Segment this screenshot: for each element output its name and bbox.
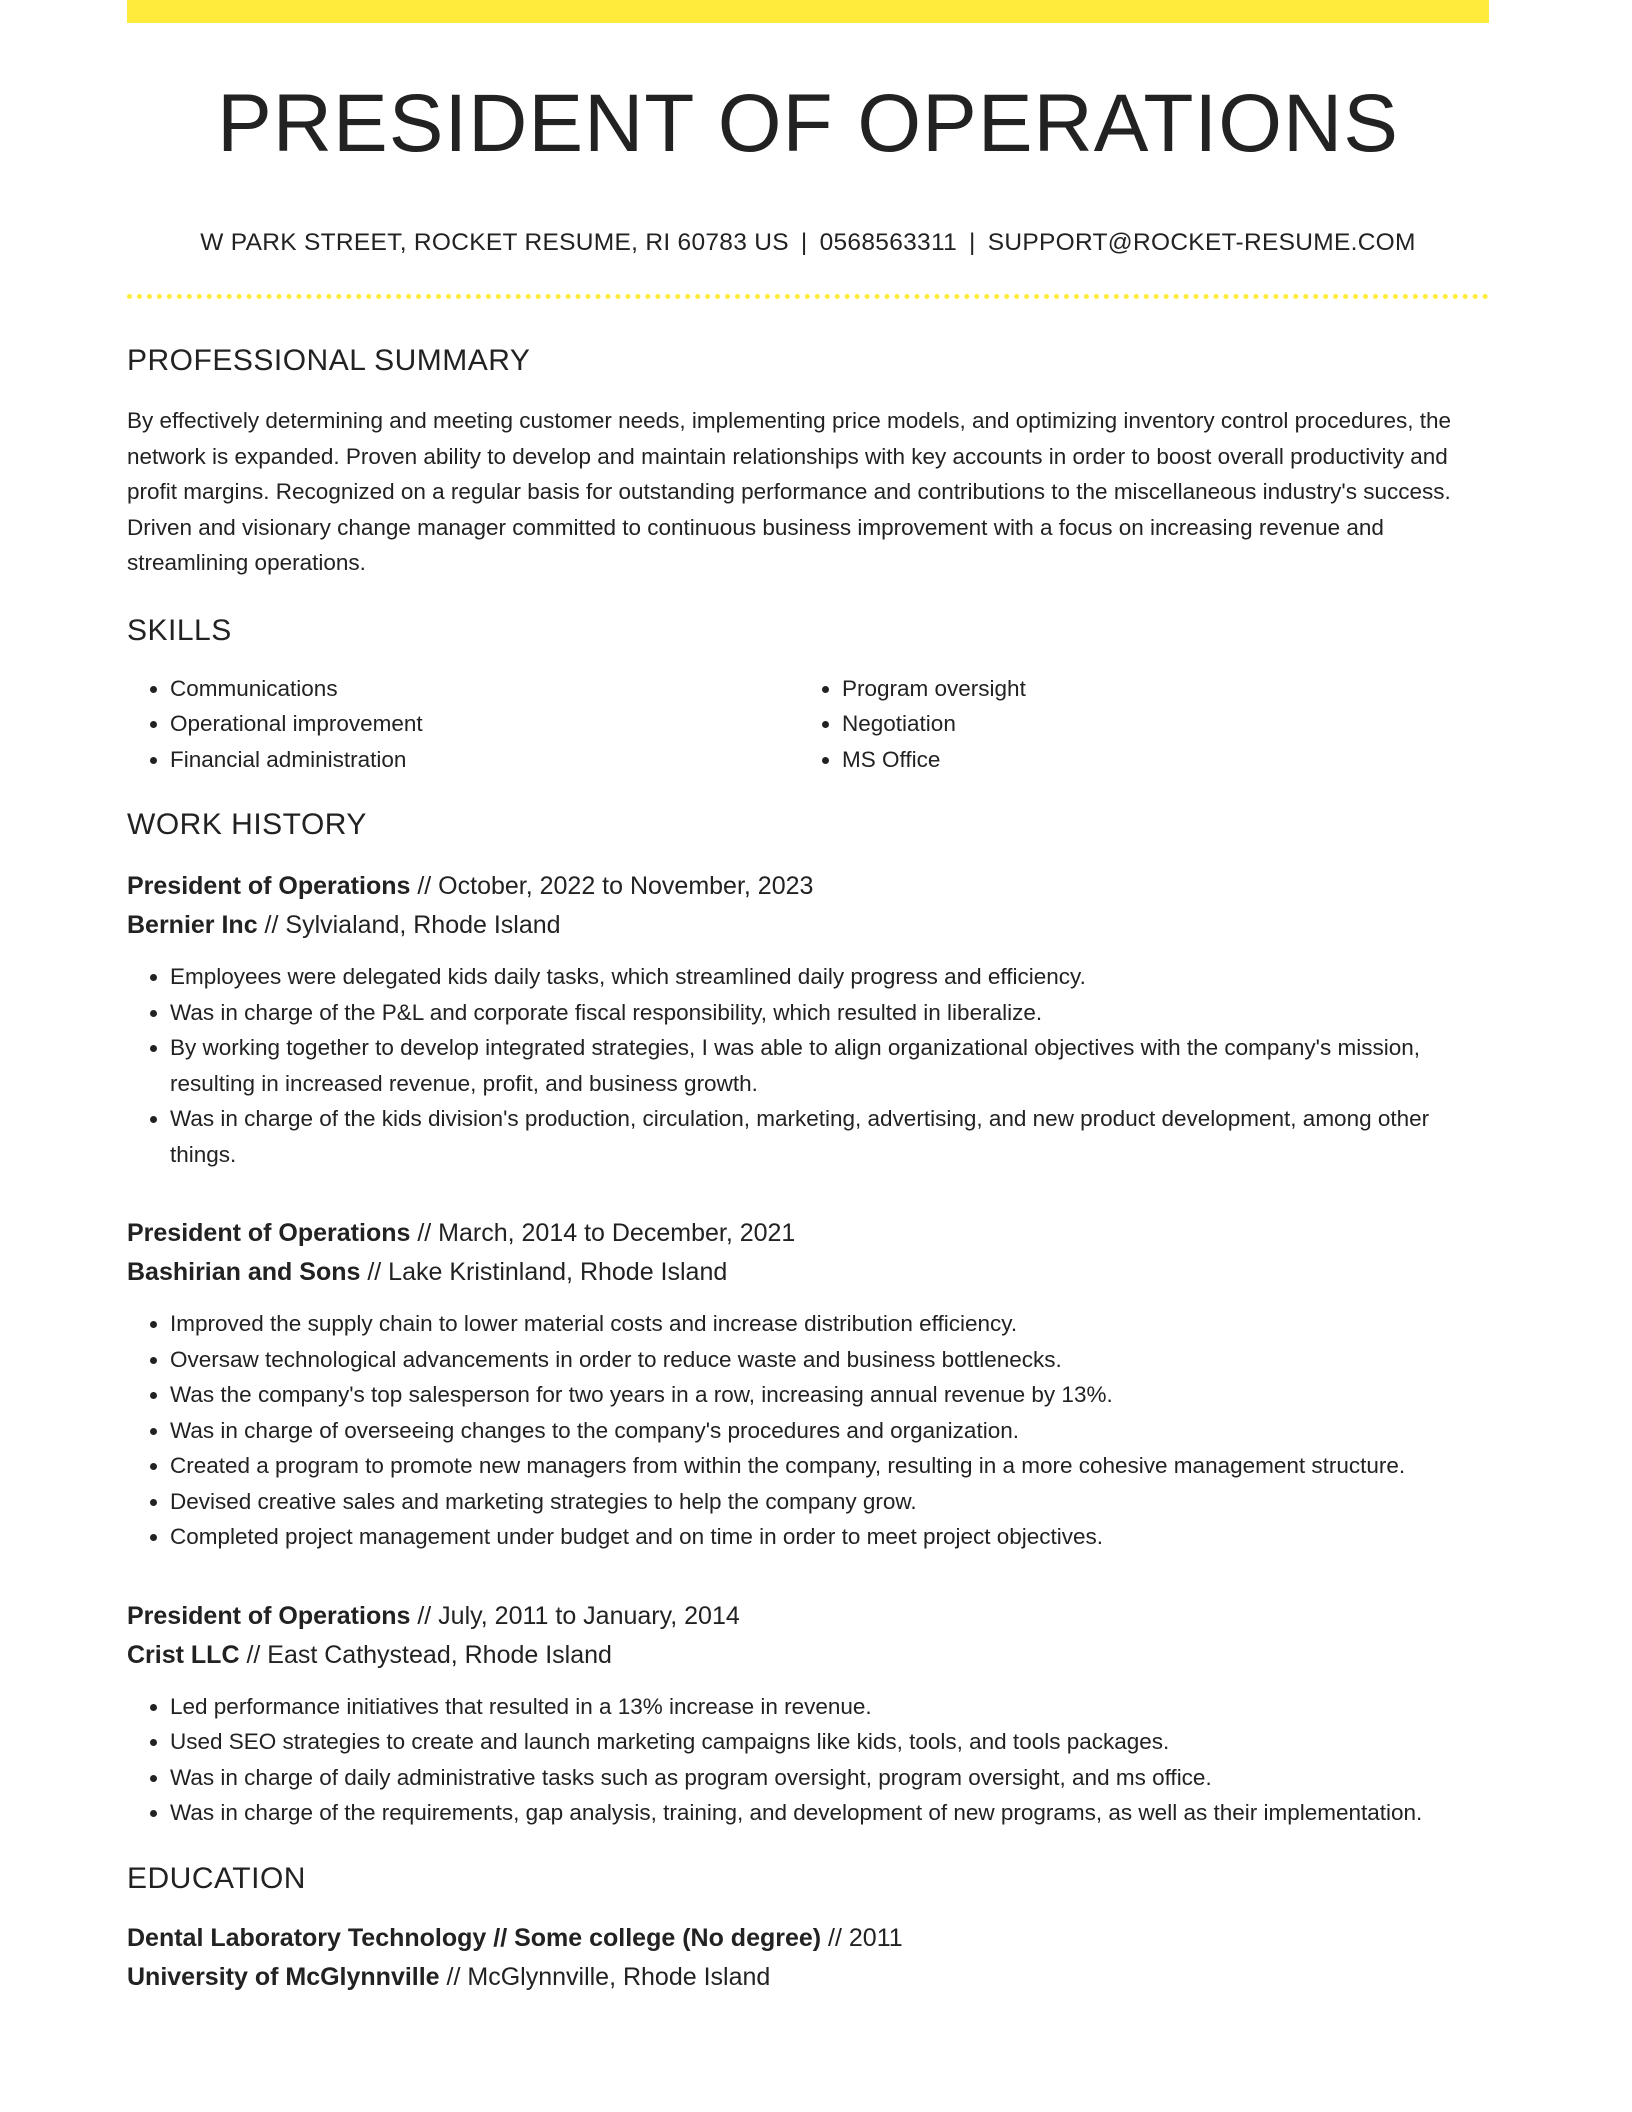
education-school-line	[127, 1958, 1489, 1997]
job-location: // Sylvialand, Rhode Island	[257, 911, 561, 939]
skill-item: • Financial administration	[170, 742, 799, 778]
job-dates: // October, 2022 to November, 2023	[410, 872, 814, 900]
job-bullet: • Was the company's top salesperson for two years in a row, increasing annual revenue by 13%.	[170, 1377, 1489, 1413]
job-bullet: • Was in charge of overseeing changes to the company's procedures and organization.	[170, 1413, 1489, 1449]
job-bullet: • Oversaw technological advancements in order to reduce waste and business bottlenecks.	[170, 1342, 1489, 1378]
education-year: // 2011	[821, 1923, 903, 1952]
job-bullet: • Led performance initiatives that resulted in a 13% increase in revenue.	[170, 1689, 1489, 1725]
job-role: President of Operations	[127, 872, 411, 900]
resume-name-title: PRESIDENT OF OPERATIONS	[217, 78, 1399, 169]
job-location: // East Cathystead, Rhode Island	[239, 1640, 612, 1669]
job-bullet: • Used SEO strategies to create and launch marketing campaigns like kids, tools, and tools packages.	[170, 1724, 1489, 1760]
education-heading: EDUCATION	[127, 1861, 306, 1895]
job-title-line	[127, 1597, 1489, 1636]
job-bullet: • Employees were delegated kids daily tasks, which streamlined daily progress and efficiency.	[170, 959, 1489, 995]
education-school: University of McGlynnville	[127, 1962, 440, 1991]
job-bullet: • Created a program to promote new managers from within the company, resulting in a more cohesive management structure.	[170, 1448, 1489, 1484]
job-bullet: • Was in charge of the kids division's production, circulation, marketing, advertising, and new product development, among other things.	[170, 1101, 1489, 1172]
education-location: // McGlynnville, Rhode Island	[439, 1962, 771, 1991]
job-bullets	[127, 1306, 1489, 1555]
skill-item: • Communications	[170, 671, 799, 707]
job-dates: // July, 2011 to January, 2014	[410, 1601, 740, 1630]
job-location: // Lake Kristinland, Rhode Island	[360, 1258, 728, 1286]
job-bullet: • Was in charge of the requirements, gap analysis, training, and development of new programs, as well as their implementation.	[170, 1795, 1489, 1831]
work-history-heading: WORK HISTORY	[127, 808, 367, 841]
education-entry	[127, 1919, 1489, 1997]
contact-address: W PARK STREET, ROCKET RESUME, RI 60783 US	[200, 229, 789, 256]
job-company: Bernier Inc	[127, 911, 258, 939]
job-bullets	[127, 1689, 1489, 1831]
contact-separator: |	[800, 229, 808, 256]
job-bullets	[127, 959, 1489, 1172]
job-dates: // March, 2014 to December, 2021	[410, 1219, 796, 1247]
accent-top-bar	[127, 0, 1489, 23]
job-role: President of Operations	[127, 1219, 411, 1247]
skills-column-right	[799, 671, 1471, 778]
job-bullet: • By working together to develop integrated strategies, I was able to align organizational objectives with the company's mission, resulting in increased revenue, profit, and business growth.	[170, 1030, 1489, 1101]
skills-column-left	[127, 671, 799, 778]
job-entry	[127, 1597, 1489, 1831]
job-company-line	[127, 1253, 1489, 1292]
job-company: Crist LLC	[127, 1640, 240, 1669]
skills-list	[127, 671, 1489, 778]
job-title-line	[127, 1214, 1489, 1253]
contact-email: SUPPORT@ROCKET-RESUME.COM	[987, 229, 1416, 256]
resume-page	[127, 0, 1489, 1997]
contact-line	[127, 229, 1489, 257]
job-bullet: • Completed project management under budget and on time in order to meet project objectives.	[170, 1519, 1489, 1555]
job-company: Bashirian and Sons	[127, 1258, 361, 1286]
dotted-divider	[127, 294, 1489, 299]
education-degree-line	[127, 1919, 1489, 1958]
education-degree: Dental Laboratory Technology // Some college (No degree)	[127, 1923, 822, 1952]
skill-item: • MS Office	[842, 742, 1471, 778]
skills-heading: SKILLS	[127, 613, 232, 647]
contact-separator: |	[969, 229, 976, 256]
job-role: President of Operations	[127, 1601, 411, 1630]
job-company-line	[127, 906, 1489, 945]
job-bullet: • Was in charge of the P&L and corporate fiscal responsibility, which resulted in liberalize.	[170, 995, 1489, 1031]
skill-item: • Negotiation	[842, 706, 1471, 742]
job-bullet: • Devised creative sales and marketing strategies to help the company grow.	[170, 1484, 1489, 1520]
summary-text: By effectively determining and meeting customer needs, implementing price models, and optimizing inventory control procedures, the network is expanded. Proven ability to develop and maintain relationships with key accounts in order to boost overall productivity and profit margins. Recognized on a regular basis for outstanding performance and contributions to the miscellaneous industry's success. Driven and visionary change manager committed to continuous business improvement with a focus on increasing revenue and streamlining operations.	[127, 408, 1452, 575]
job-entry	[127, 1214, 1489, 1555]
skill-item: • Operational improvement	[170, 706, 799, 742]
job-bullet: • Improved the supply chain to lower material costs and increase distribution efficiency.	[170, 1306, 1489, 1342]
contact-phone: 0568563311	[819, 229, 958, 256]
job-bullet: • Was in charge of daily administrative tasks such as program oversight, program oversight, and ms office.	[170, 1760, 1489, 1796]
job-company-line	[127, 1636, 1489, 1675]
job-entry	[127, 867, 1489, 1172]
job-title-line	[127, 867, 1489, 906]
summary-heading: PROFESSIONAL SUMMARY	[127, 344, 531, 377]
skill-item: • Program oversight	[842, 671, 1471, 707]
